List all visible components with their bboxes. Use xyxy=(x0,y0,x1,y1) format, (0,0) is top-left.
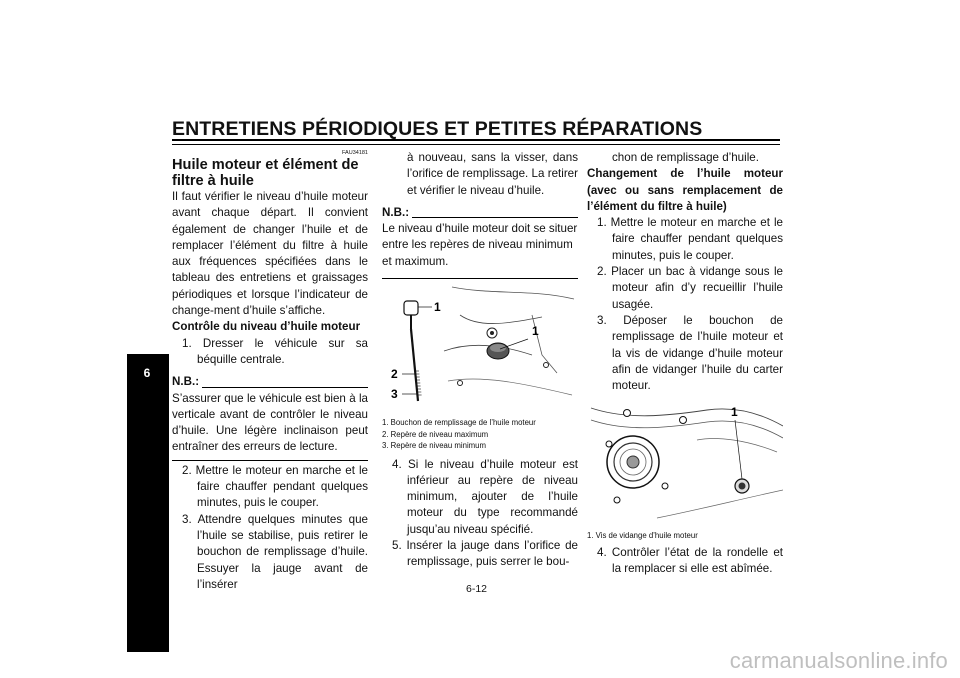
subheading-check-level: Contrôle du niveau d’huile moteur xyxy=(172,320,361,334)
callout-label-3: 3 xyxy=(391,387,398,402)
continued-text-3: chon de remplissage d’huile. xyxy=(612,151,759,164)
section-title: Huile moteur et élément de filtre à huile xyxy=(172,157,359,189)
drain-bolt-illustration xyxy=(587,400,783,524)
column-3 xyxy=(587,150,783,578)
note-text-2: Le niveau d’huile moteur doit se situer entre les repères de niveau minimum et maximum. xyxy=(382,222,578,268)
note-rule-2 xyxy=(412,217,578,218)
step-4: 4. Si le niveau d’huile moteur est inférieur au repère de niveau minimum, ajouter de l’huile moteur du type recommandé jusqu’au niveau spécifié. xyxy=(392,457,578,536)
step-2: 2. Mettre le moteur en marche et le faire chauffer pendant quelques minutes, puis le couper. xyxy=(182,463,368,510)
column-2 xyxy=(382,150,578,571)
step-5: 5. Insérer la jauge dans l’orifice de remplissage, puis serrer le bou- xyxy=(392,539,578,569)
title-rule xyxy=(172,139,780,141)
note-rule xyxy=(202,387,368,388)
note-header xyxy=(172,374,368,390)
change-step-2: 2. Placer un bac à vidange sous le moteur afin d’y recueillir l’huile usagée. xyxy=(597,265,783,311)
note-label: N.B.: xyxy=(172,375,200,389)
change-step-3: 3. Déposer le bouchon de remplissage de l’huile moteur et la vis de vidange d’huile moteur afin de vidanger l’huile du carter moteur. xyxy=(597,313,783,393)
change-step-1: 1. Mettre le moteur en marche et le faire chauffer pendant quelques minutes, puis le couper. xyxy=(597,216,783,262)
callout-label-2: 2 xyxy=(391,367,398,382)
chapter-number: 6 xyxy=(143,366,151,380)
callout-label-1b: 1 xyxy=(532,324,539,339)
dipstick-figure xyxy=(382,285,578,413)
change-step-4: 4. Contrôler l’état de la rondelle et la remplacer si elle est abîmée. xyxy=(597,545,783,576)
title-rule-thin xyxy=(172,144,780,145)
step-1: 1. Dresser le véhicule sur sa béquille centrale. xyxy=(182,336,368,366)
continued-text: à nouveau, sans la visser, dans l’orifice de remplissage. La retirer et vérifier le niveau d’huile. xyxy=(407,151,578,197)
page-title: ENTRETIENS PÉRIODIQUES ET PETITES RÉPARATIONS xyxy=(172,118,703,140)
chapter-tab xyxy=(127,354,169,652)
reference-code: FAU34181 xyxy=(342,150,368,156)
note-label-2: N.B.: xyxy=(382,205,410,219)
dipstick-illustration xyxy=(382,285,578,413)
page-number: 6-12 xyxy=(466,583,488,595)
intro-paragraph: Il faut vérifier le niveau d’huile moteur avant chaque départ. Il convient également de changer l’huile et de remplacer l’élément du filtre à huile aux fréquences spécifiées dans le tableau des entretiens et graissages périodiques et lorsque l’indicateur de change-ment d’huile s’affiche. xyxy=(172,190,368,318)
callout-label-1a: 1 xyxy=(434,300,441,315)
column-1 xyxy=(172,150,368,593)
note-bottom-rule-2 xyxy=(382,278,578,279)
drain-bolt-figure xyxy=(587,400,783,524)
caption-1: 1. Bouchon de remplissage de l’huile moteur xyxy=(382,418,536,428)
caption-drain: 1. Vis de vidange d’huile moteur xyxy=(587,531,698,541)
caption-2: 2. Repère de niveau maximum xyxy=(382,429,489,439)
caption-3: 3. Repère de niveau minimum xyxy=(382,441,487,451)
note-header-2 xyxy=(382,205,578,221)
callout-label-drain: 1 xyxy=(731,405,738,420)
note-bottom-rule xyxy=(172,460,368,461)
footer-watermark: carmanualsonline.info xyxy=(729,648,948,673)
note-text: S’assurer que le véhicule est bien à la verticale avant de contrôler le niveau d’huile. Une légère inclinaison peut entraîner des erreurs de lecture. xyxy=(172,391,368,454)
subheading-oil-change: Changement de l’huile moteur (avec ou sans remplacement de l’élément du filtre à huile) xyxy=(587,167,783,213)
step-3: 3. Attendre quelques minutes que l’huile se stabilise, puis retirer le bouchon de remplissage d’huile. Essuyer la jauge avant de l’insérer xyxy=(182,512,368,591)
